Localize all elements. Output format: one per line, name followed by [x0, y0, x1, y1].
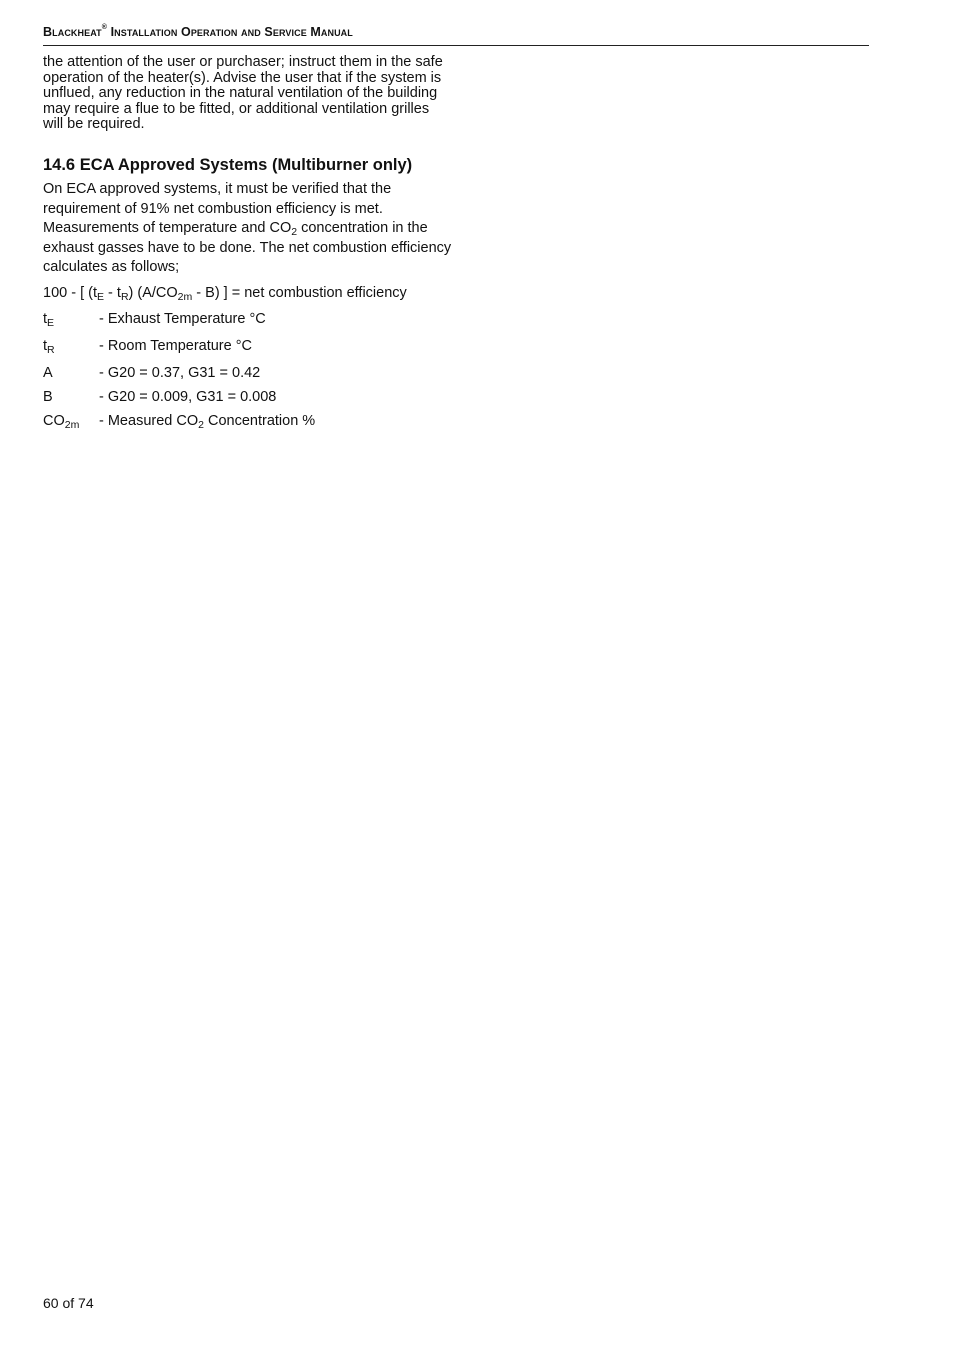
definition-description: - Room Temperature °C — [99, 338, 253, 354]
definition-description: - G20 = 0.37, G31 = 0.42 — [99, 365, 261, 381]
formula-part: - t — [104, 285, 121, 301]
definition-tr — [43, 338, 463, 365]
definition-description: - Measured $CO_2$ Concentration % — [99, 413, 316, 431]
formula-sub: 2m — [177, 291, 193, 303]
header-brand: Blackheat — [43, 25, 102, 39]
definition-description: - G20 = 0.009, G31 = 0.008 — [99, 389, 277, 405]
body-text-2: concentration in the exhaust gasses have to be done. The net combustion efficiency calculates as follows; — [43, 220, 452, 275]
definition-list — [43, 311, 463, 440]
formula-part: - B) ] = net combustion efficiency — [192, 285, 407, 301]
definition-te — [43, 311, 463, 338]
definition-a — [43, 365, 463, 389]
definition-b — [43, 389, 463, 413]
intro-paragraph: the attention of the user or purchaser; instruct them in the safe operation of the heater(s). Advise the user that if the system is unflued, any reduction in the natural ventilation of the building may require a flue to be fitted, or additional ventilation grilles will be required. — [43, 54, 443, 133]
body-subscript: 2 — [291, 226, 298, 238]
definition-symbol: $CO_{2m}$ — [43, 413, 80, 431]
definition-description: - Exhaust Temperature °C — [99, 311, 266, 327]
formula-sub: E — [97, 291, 105, 303]
efficiency-formula — [43, 285, 463, 301]
definition-symbol: A — [43, 365, 53, 381]
body-text-1: On ECA approved systems, it must be verified that the requirement of 91% net combustion efficiency is met. Measurements of temperature and CO — [43, 181, 392, 236]
section-body — [43, 180, 453, 278]
definition-co2m — [43, 413, 463, 440]
definition-symbol: B — [43, 389, 53, 405]
page-number: 60 of 74 — [43, 1295, 94, 1311]
running-header — [43, 25, 869, 46]
registered-mark: ® — [101, 24, 108, 31]
formula-sub: R — [120, 291, 129, 303]
definition-symbol: $t_E$ — [43, 311, 55, 329]
definition-symbol: $t_R$ — [43, 338, 55, 356]
section-heading: 14.6 ECA Approved Systems (Multiburner only) — [43, 156, 413, 174]
header-title: Installation Operation and Service Manual — [110, 25, 353, 39]
formula-part: 100 - [ (t — [43, 285, 97, 301]
formula-part: ) (A/CO — [128, 285, 178, 301]
